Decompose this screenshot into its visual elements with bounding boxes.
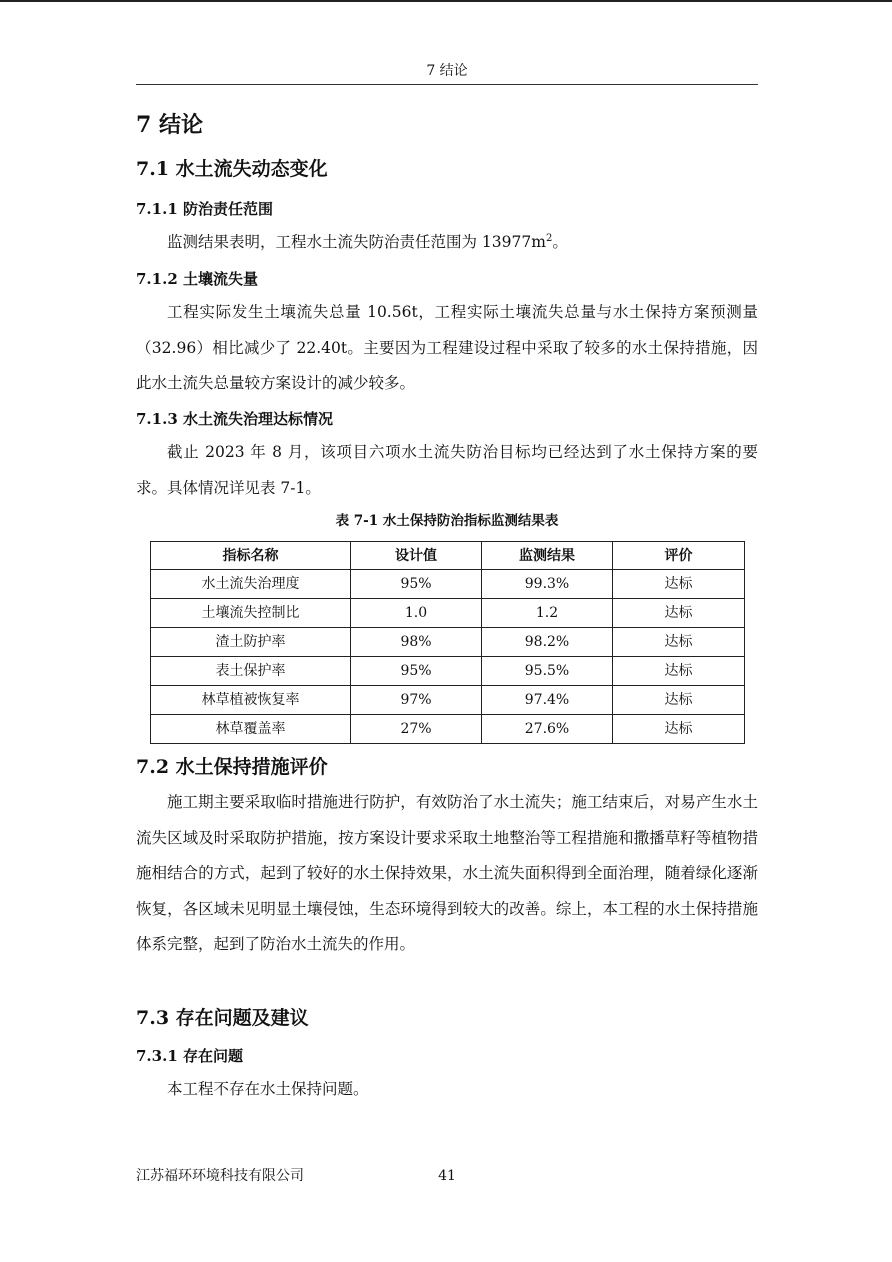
header-rule (136, 84, 758, 85)
section-7-2-heading: 7.2 水土保持措施评价 (136, 756, 328, 778)
table-row (151, 715, 745, 744)
evaluation: 达标 (613, 570, 745, 599)
indicator-name: 林草覆盖率 (151, 715, 351, 744)
measures-evaluation-paragraph: 施工期主要采取临时措施进行防护，有效防治了水土流失；施工结束后，对易产生水土流失区域及时采取防护措施，按方案设计要求采取土地整治等工程措施和撒播草籽等植物措施相结合的方式，起到了较好的水土保持效果，水土流失面积得到全面治理，随着绿化逐渐恢复，各区域未见明显土壤侵蚀，生态环境得到较大的改善。综上，本工程的水土保持措施体系完整，起到了防治水土流失的作用。 (136, 793, 758, 953)
running-header: 7 结论 (426, 63, 468, 79)
responsibility-range-text: 监测结果表明，工程水土流失防治责任范围为 13977m (167, 233, 546, 251)
soil-loss-paragraph: 工程实际发生土壤流失总量 10.56t，工程实际土壤流失总量与水土保持方案预测量（32.96）相比减少了 22.40t。主要因为工程建设过程中采取了较多的水土保持措施，因此水土流失总量较方案设计的减少较多。 (136, 303, 758, 392)
design-value: 98% (351, 628, 482, 657)
column-header-design-value: 设计值 (351, 542, 482, 570)
responsibility-range-end: 。 (552, 233, 568, 251)
indicator-name: 渣土防护率 (151, 628, 351, 657)
indicator-name: 表土保护率 (151, 657, 351, 686)
section-7-3-heading: 7.3 存在问题及建议 (136, 1007, 309, 1029)
evaluation: 达标 (613, 715, 745, 744)
monitoring-result: 99.3% (482, 570, 613, 599)
indicator-name: 土壤流失控制比 (151, 599, 351, 628)
section-7-1-heading: 7.1 水土流失动态变化 (136, 158, 328, 180)
table-row (151, 657, 745, 686)
monitoring-result: 1.2 (482, 599, 613, 628)
section-7-3-1-heading: 7.3.1 存在问题 (136, 1047, 243, 1065)
issues-paragraph: 本工程不存在水土保持问题。 (167, 1080, 369, 1098)
section-7-1-1-heading: 7.1.1 防治责任范围 (136, 200, 273, 218)
page-number: 41 (438, 1168, 456, 1184)
target-compliance-paragraph: 截止 2023 年 8 月，该项目六项水土流失防治目标均已经达到了水土保持方案的要求。具体情况详见表 7-1。 (136, 443, 758, 497)
column-header-indicator: 指标名称 (151, 542, 351, 570)
design-value: 95% (351, 657, 482, 686)
footer-company: 江苏福环环境科技有限公司 (136, 1168, 304, 1184)
design-value: 97% (351, 686, 482, 715)
monitoring-result: 98.2% (482, 628, 613, 657)
table-caption: 表 7-1 水土保持防治指标监测结果表 (335, 513, 559, 529)
indicator-name: 林草植被恢复率 (151, 686, 351, 715)
table-row (151, 570, 745, 599)
results-table (150, 541, 745, 744)
table-header-row (151, 542, 745, 570)
top-border-line (0, 0, 892, 2)
monitoring-result: 27.6% (482, 715, 613, 744)
monitoring-result: 95.5% (482, 657, 613, 686)
section-7-1-2-heading: 7.1.2 土壤流失量 (136, 270, 258, 288)
evaluation: 达标 (613, 628, 745, 657)
responsibility-range-paragraph (136, 225, 758, 261)
chapter-title: 7 结论 (136, 112, 203, 138)
evaluation: 达标 (613, 599, 745, 628)
table-row (151, 686, 745, 715)
evaluation: 达标 (613, 657, 745, 686)
evaluation: 达标 (613, 686, 745, 715)
design-value: 95% (351, 570, 482, 599)
indicator-name: 水土流失治理度 (151, 570, 351, 599)
section-7-1-3-heading: 7.1.3 水土流失治理达标情况 (136, 410, 333, 428)
table-row (151, 599, 745, 628)
table-row (151, 628, 745, 657)
design-value: 27% (351, 715, 482, 744)
design-value: 1.0 (351, 599, 482, 628)
monitoring-result: 97.4% (482, 686, 613, 715)
area-unit-superscript: 2 (545, 232, 553, 244)
column-header-monitoring-result: 监测结果 (482, 542, 613, 570)
column-header-evaluation: 评价 (613, 542, 745, 570)
